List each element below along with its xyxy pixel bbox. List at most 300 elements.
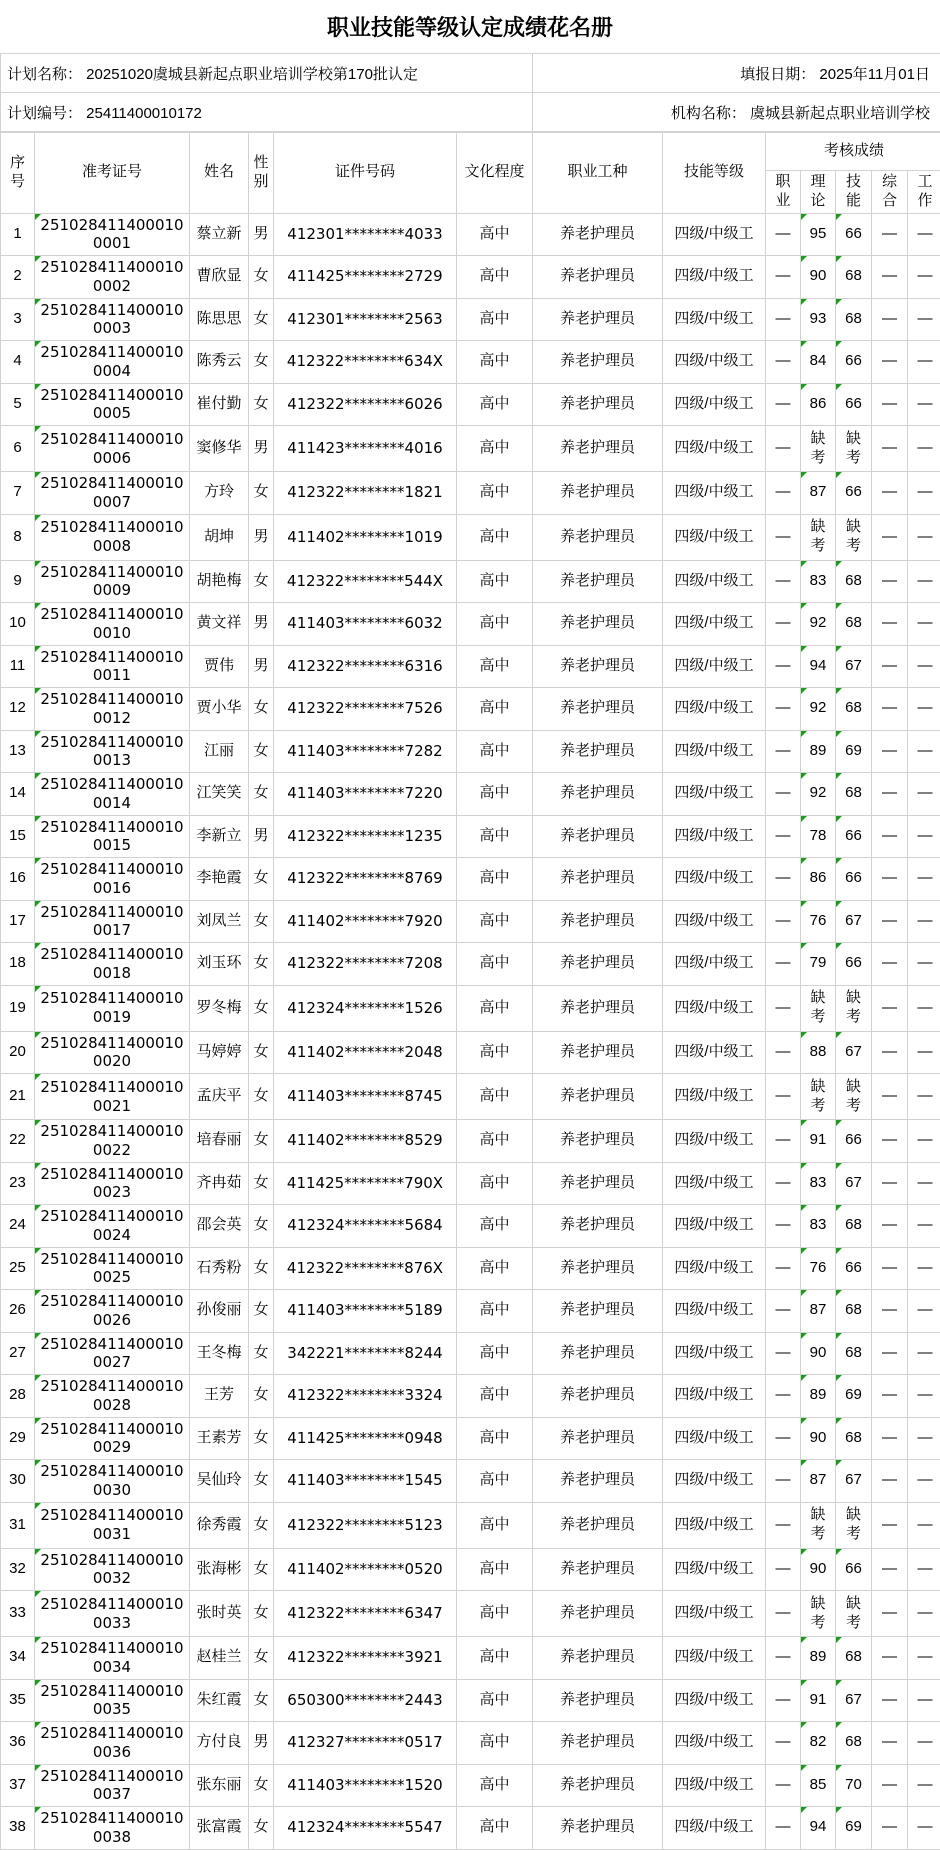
org-name: 机构名称： 虞城县新起点职业培训学校 bbox=[533, 93, 940, 132]
score-skill-cell: 68 bbox=[836, 773, 872, 816]
ticket-cell: 2510284114000100014 bbox=[35, 773, 190, 816]
green-corner-flag-icon bbox=[35, 1503, 41, 1509]
gender-cell: 男 bbox=[249, 426, 274, 472]
id-number-cell: 411425********2729 bbox=[274, 256, 457, 299]
roster-table bbox=[0, 132, 940, 1850]
gender-cell: 女 bbox=[249, 383, 274, 426]
score-occupation-cell: — bbox=[766, 426, 801, 472]
info-row-2 bbox=[1, 93, 940, 132]
skill-level-cell: 四级/中级工 bbox=[663, 514, 766, 560]
ticket-cell: 2510284114000100017 bbox=[35, 900, 190, 943]
name-cell: 石秀粉 bbox=[190, 1247, 249, 1290]
score-overall-cell: — bbox=[872, 1502, 908, 1548]
green-corner-flag-icon bbox=[35, 1637, 41, 1643]
occupation-cell: 养老护理员 bbox=[533, 1031, 663, 1074]
col-header-name: 姓名 bbox=[190, 133, 249, 214]
score-theory-cell: 82 bbox=[801, 1722, 836, 1765]
score-work-cell: — bbox=[908, 603, 940, 646]
ticket-cell: 2510284114000100009 bbox=[35, 560, 190, 603]
table-row bbox=[1, 426, 940, 472]
table-row bbox=[1, 514, 940, 560]
occupation-cell: 养老护理员 bbox=[533, 815, 663, 858]
gender-cell: 女 bbox=[249, 1502, 274, 1548]
id-number-cell: 411402********2048 bbox=[274, 1031, 457, 1074]
seq-cell: 2 bbox=[1, 256, 35, 299]
score-skill-cell: 66 bbox=[836, 943, 872, 986]
ticket-cell: 2510284114000100005 bbox=[35, 383, 190, 426]
score-occupation-cell: — bbox=[766, 900, 801, 943]
ticket-cell: 2510284114000100006 bbox=[35, 426, 190, 472]
score-occupation-cell: — bbox=[766, 383, 801, 426]
score-overall-cell: — bbox=[872, 1764, 908, 1807]
score-overall-cell: — bbox=[872, 645, 908, 688]
green-corner-flag-icon bbox=[801, 214, 807, 220]
gender-cell: 女 bbox=[249, 985, 274, 1031]
name-cell: 张富霞 bbox=[190, 1807, 249, 1850]
score-work-cell: — bbox=[908, 383, 940, 426]
score-theory-cell: 95 bbox=[801, 213, 836, 256]
table-row bbox=[1, 1375, 940, 1418]
id-number-cell: 411403********5189 bbox=[274, 1290, 457, 1333]
green-corner-flag-icon bbox=[836, 603, 842, 609]
green-corner-flag-icon bbox=[836, 299, 842, 305]
table-row bbox=[1, 943, 940, 986]
score-occupation-cell: — bbox=[766, 645, 801, 688]
gender-cell: 女 bbox=[249, 943, 274, 986]
name-cell: 刘玉环 bbox=[190, 943, 249, 986]
green-corner-flag-icon bbox=[836, 1032, 842, 1038]
green-corner-flag-icon bbox=[836, 1163, 842, 1169]
occupation-cell: 养老护理员 bbox=[533, 341, 663, 384]
green-corner-flag-icon bbox=[35, 1163, 41, 1169]
green-corner-flag-icon bbox=[801, 1205, 807, 1211]
green-corner-flag-icon bbox=[801, 688, 807, 694]
name-cell: 马婷婷 bbox=[190, 1031, 249, 1074]
occupation-cell: 养老护理员 bbox=[533, 645, 663, 688]
name-cell: 胡坤 bbox=[190, 514, 249, 560]
score-skill-cell: 68 bbox=[836, 688, 872, 731]
score-skill-cell: 缺考 bbox=[836, 1591, 872, 1637]
score-skill-cell: 66 bbox=[836, 472, 872, 515]
gender-cell: 男 bbox=[249, 514, 274, 560]
ticket-cell: 2510284114000100024 bbox=[35, 1205, 190, 1248]
ticket-cell: 2510284114000100035 bbox=[35, 1679, 190, 1722]
green-corner-flag-icon bbox=[35, 1074, 41, 1080]
id-number-cell: 411425********790X bbox=[274, 1162, 457, 1205]
ticket-cell: 2510284114000100015 bbox=[35, 815, 190, 858]
score-occupation-cell: — bbox=[766, 1502, 801, 1548]
score-occupation-cell: — bbox=[766, 256, 801, 299]
score-overall-cell: — bbox=[872, 1074, 908, 1120]
score-theory-cell: 91 bbox=[801, 1120, 836, 1163]
score-skill-cell: 68 bbox=[836, 603, 872, 646]
green-corner-flag-icon bbox=[801, 1680, 807, 1686]
plan-name: 计划名称： 20251020虞城县新起点职业培训学校第170批认定 bbox=[1, 54, 533, 93]
skill-level-cell: 四级/中级工 bbox=[663, 603, 766, 646]
score-occupation-cell: — bbox=[766, 1722, 801, 1765]
green-corner-flag-icon bbox=[836, 384, 842, 390]
green-corner-flag-icon bbox=[801, 1765, 807, 1771]
score-skill-cell: 66 bbox=[836, 815, 872, 858]
green-corner-flag-icon bbox=[35, 1120, 41, 1126]
green-corner-flag-icon bbox=[801, 472, 807, 478]
green-corner-flag-icon bbox=[836, 858, 842, 864]
ticket-cell: 2510284114000100030 bbox=[35, 1460, 190, 1503]
score-work-cell: — bbox=[908, 1764, 940, 1807]
occupation-cell: 养老护理员 bbox=[533, 1502, 663, 1548]
gender-cell: 女 bbox=[249, 1247, 274, 1290]
education-cell: 高中 bbox=[457, 1332, 533, 1375]
green-corner-flag-icon bbox=[35, 426, 41, 432]
gender-cell: 女 bbox=[249, 472, 274, 515]
id-number-cell: 411402********1019 bbox=[274, 514, 457, 560]
ticket-cell: 2510284114000100003 bbox=[35, 298, 190, 341]
education-cell: 高中 bbox=[457, 1460, 533, 1503]
education-cell: 高中 bbox=[457, 943, 533, 986]
score-work-cell: — bbox=[908, 1637, 940, 1680]
table-row bbox=[1, 730, 940, 773]
score-theory-cell: 76 bbox=[801, 900, 836, 943]
score-skill-cell: 67 bbox=[836, 645, 872, 688]
skill-level-cell: 四级/中级工 bbox=[663, 1764, 766, 1807]
score-work-cell: — bbox=[908, 943, 940, 986]
occupation-cell: 养老护理员 bbox=[533, 1205, 663, 1248]
skill-level-cell: 四级/中级工 bbox=[663, 1375, 766, 1418]
education-cell: 高中 bbox=[457, 900, 533, 943]
table-row bbox=[1, 1417, 940, 1460]
ticket-cell: 2510284114000100027 bbox=[35, 1332, 190, 1375]
ticket-cell: 2510284114000100031 bbox=[35, 1502, 190, 1548]
score-overall-cell: — bbox=[872, 1807, 908, 1850]
table-row bbox=[1, 773, 940, 816]
score-overall-cell: — bbox=[872, 383, 908, 426]
score-theory-cell: 86 bbox=[801, 383, 836, 426]
seq-cell: 29 bbox=[1, 1417, 35, 1460]
green-corner-flag-icon bbox=[801, 1549, 807, 1555]
green-corner-flag-icon bbox=[35, 773, 41, 779]
score-skill-cell: 68 bbox=[836, 1205, 872, 1248]
occupation-cell: 养老护理员 bbox=[533, 426, 663, 472]
education-cell: 高中 bbox=[457, 1031, 533, 1074]
skill-level-cell: 四级/中级工 bbox=[663, 645, 766, 688]
score-occupation-cell: — bbox=[766, 858, 801, 901]
score-overall-cell: — bbox=[872, 1290, 908, 1333]
score-work-cell: — bbox=[908, 1290, 940, 1333]
col-header-score-overall: 综合 bbox=[872, 171, 908, 214]
score-work-cell: — bbox=[908, 900, 940, 943]
skill-level-cell: 四级/中级工 bbox=[663, 426, 766, 472]
ticket-cell: 2510284114000100012 bbox=[35, 688, 190, 731]
seq-cell: 17 bbox=[1, 900, 35, 943]
score-work-cell: — bbox=[908, 1031, 940, 1074]
education-cell: 高中 bbox=[457, 688, 533, 731]
green-corner-flag-icon bbox=[836, 816, 842, 822]
education-cell: 高中 bbox=[457, 730, 533, 773]
green-corner-flag-icon bbox=[836, 256, 842, 262]
ticket-cell: 2510284114000100029 bbox=[35, 1417, 190, 1460]
gender-cell: 男 bbox=[249, 815, 274, 858]
score-theory-cell: 缺考 bbox=[801, 1502, 836, 1548]
id-number-cell: 411423********4016 bbox=[274, 426, 457, 472]
id-number-cell: 412322********3324 bbox=[274, 1375, 457, 1418]
score-occupation-cell: — bbox=[766, 1460, 801, 1503]
score-work-cell: — bbox=[908, 213, 940, 256]
score-skill-cell: 66 bbox=[836, 1120, 872, 1163]
green-corner-flag-icon bbox=[35, 1375, 41, 1381]
education-cell: 高中 bbox=[457, 426, 533, 472]
score-work-cell: — bbox=[908, 1460, 940, 1503]
skill-level-cell: 四级/中级工 bbox=[663, 1205, 766, 1248]
id-number-cell: 412301********2563 bbox=[274, 298, 457, 341]
occupation-cell: 养老护理员 bbox=[533, 730, 663, 773]
table-row bbox=[1, 858, 940, 901]
score-skill-cell: 69 bbox=[836, 1375, 872, 1418]
green-corner-flag-icon bbox=[801, 341, 807, 347]
education-cell: 高中 bbox=[457, 1502, 533, 1548]
skill-level-cell: 四级/中级工 bbox=[663, 472, 766, 515]
score-overall-cell: — bbox=[872, 815, 908, 858]
skill-level-cell: 四级/中级工 bbox=[663, 1807, 766, 1850]
green-corner-flag-icon bbox=[35, 688, 41, 694]
table-row bbox=[1, 900, 940, 943]
skill-level-cell: 四级/中级工 bbox=[663, 688, 766, 731]
seq-cell: 35 bbox=[1, 1679, 35, 1722]
green-corner-flag-icon bbox=[801, 1375, 807, 1381]
green-corner-flag-icon bbox=[35, 1248, 41, 1254]
education-cell: 高中 bbox=[457, 1074, 533, 1120]
green-corner-flag-icon bbox=[801, 1120, 807, 1126]
ticket-cell: 2510284114000100001 bbox=[35, 213, 190, 256]
occupation-cell: 养老护理员 bbox=[533, 1764, 663, 1807]
gender-cell: 女 bbox=[249, 1375, 274, 1418]
score-skill-cell: 66 bbox=[836, 858, 872, 901]
name-cell: 培春丽 bbox=[190, 1120, 249, 1163]
education-cell: 高中 bbox=[457, 1290, 533, 1333]
score-occupation-cell: — bbox=[766, 1548, 801, 1591]
score-overall-cell: — bbox=[872, 688, 908, 731]
green-corner-flag-icon bbox=[801, 384, 807, 390]
gender-cell: 女 bbox=[249, 1290, 274, 1333]
id-number-cell: 412322********1235 bbox=[274, 815, 457, 858]
score-theory-cell: 84 bbox=[801, 341, 836, 384]
seq-cell: 11 bbox=[1, 645, 35, 688]
score-occupation-cell: — bbox=[766, 943, 801, 986]
score-skill-cell: 缺考 bbox=[836, 985, 872, 1031]
green-corner-flag-icon bbox=[35, 1549, 41, 1555]
green-corner-flag-icon bbox=[836, 773, 842, 779]
col-header-score-work: 工作 bbox=[908, 171, 940, 214]
skill-level-cell: 四级/中级工 bbox=[663, 1679, 766, 1722]
score-theory-cell: 86 bbox=[801, 858, 836, 901]
gender-cell: 女 bbox=[249, 1332, 274, 1375]
ticket-cell: 2510284114000100032 bbox=[35, 1548, 190, 1591]
seq-cell: 32 bbox=[1, 1548, 35, 1591]
green-corner-flag-icon bbox=[35, 646, 41, 652]
gender-cell: 女 bbox=[249, 560, 274, 603]
education-cell: 高中 bbox=[457, 985, 533, 1031]
gender-cell: 女 bbox=[249, 1637, 274, 1680]
id-number-cell: 412322********544X bbox=[274, 560, 457, 603]
score-skill-cell: 68 bbox=[836, 298, 872, 341]
score-theory-cell: 缺考 bbox=[801, 1074, 836, 1120]
occupation-cell: 养老护理员 bbox=[533, 256, 663, 299]
occupation-cell: 养老护理员 bbox=[533, 560, 663, 603]
ticket-cell: 2510284114000100016 bbox=[35, 858, 190, 901]
score-overall-cell: — bbox=[872, 943, 908, 986]
score-work-cell: — bbox=[908, 1074, 940, 1120]
col-header-ticket: 准考证号 bbox=[35, 133, 190, 214]
gender-cell: 女 bbox=[249, 688, 274, 731]
score-overall-cell: — bbox=[872, 1247, 908, 1290]
seq-cell: 15 bbox=[1, 815, 35, 858]
score-work-cell: — bbox=[908, 858, 940, 901]
education-cell: 高中 bbox=[457, 213, 533, 256]
skill-level-cell: 四级/中级工 bbox=[663, 773, 766, 816]
score-theory-cell: 92 bbox=[801, 603, 836, 646]
occupation-cell: 养老护理员 bbox=[533, 1074, 663, 1120]
occupation-cell: 养老护理员 bbox=[533, 383, 663, 426]
score-occupation-cell: — bbox=[766, 1074, 801, 1120]
occupation-cell: 养老护理员 bbox=[533, 514, 663, 560]
green-corner-flag-icon bbox=[836, 1120, 842, 1126]
green-corner-flag-icon bbox=[35, 214, 41, 220]
table-row bbox=[1, 1290, 940, 1333]
name-cell: 孟庆平 bbox=[190, 1074, 249, 1120]
ticket-cell: 2510284114000100004 bbox=[35, 341, 190, 384]
gender-cell: 女 bbox=[249, 1807, 274, 1850]
score-overall-cell: — bbox=[872, 1205, 908, 1248]
seq-cell: 16 bbox=[1, 858, 35, 901]
green-corner-flag-icon bbox=[35, 1680, 41, 1686]
ticket-cell: 2510284114000100028 bbox=[35, 1375, 190, 1418]
score-theory-cell: 93 bbox=[801, 298, 836, 341]
score-overall-cell: — bbox=[872, 298, 908, 341]
gender-cell: 女 bbox=[249, 900, 274, 943]
green-corner-flag-icon bbox=[35, 384, 41, 390]
green-corner-flag-icon bbox=[801, 1807, 807, 1813]
score-work-cell: — bbox=[908, 256, 940, 299]
ticket-cell: 2510284114000100033 bbox=[35, 1591, 190, 1637]
occupation-cell: 养老护理员 bbox=[533, 1548, 663, 1591]
table-row bbox=[1, 1120, 940, 1163]
green-corner-flag-icon bbox=[35, 1290, 41, 1296]
seq-cell: 28 bbox=[1, 1375, 35, 1418]
occupation-cell: 养老护理员 bbox=[533, 1290, 663, 1333]
score-skill-cell: 66 bbox=[836, 341, 872, 384]
green-corner-flag-icon bbox=[836, 1418, 842, 1424]
occupation-cell: 养老护理员 bbox=[533, 900, 663, 943]
id-number-cell: 412301********4033 bbox=[274, 213, 457, 256]
name-cell: 陈思思 bbox=[190, 298, 249, 341]
score-occupation-cell: — bbox=[766, 1205, 801, 1248]
table-row bbox=[1, 256, 940, 299]
score-skill-cell: 缺考 bbox=[836, 1074, 872, 1120]
green-corner-flag-icon bbox=[35, 1418, 41, 1424]
score-work-cell: — bbox=[908, 1548, 940, 1591]
green-corner-flag-icon bbox=[35, 341, 41, 347]
skill-level-cell: 四级/中级工 bbox=[663, 298, 766, 341]
education-cell: 高中 bbox=[457, 1722, 533, 1765]
col-header-occupation: 职业工种 bbox=[533, 133, 663, 214]
report-date: 填报日期： 2025年11月01日 bbox=[533, 54, 940, 93]
skill-level-cell: 四级/中级工 bbox=[663, 256, 766, 299]
green-corner-flag-icon bbox=[35, 1032, 41, 1038]
green-corner-flag-icon bbox=[801, 1722, 807, 1728]
name-cell: 贾伟 bbox=[190, 645, 249, 688]
header-row-group bbox=[1, 133, 940, 171]
score-occupation-cell: — bbox=[766, 688, 801, 731]
ticket-cell: 2510284114000100019 bbox=[35, 985, 190, 1031]
gender-cell: 女 bbox=[249, 1679, 274, 1722]
id-number-cell: 411402********0520 bbox=[274, 1548, 457, 1591]
score-occupation-cell: — bbox=[766, 773, 801, 816]
education-cell: 高中 bbox=[457, 1205, 533, 1248]
green-corner-flag-icon bbox=[35, 561, 41, 567]
seq-cell: 25 bbox=[1, 1247, 35, 1290]
ticket-cell: 2510284114000100025 bbox=[35, 1247, 190, 1290]
skill-level-cell: 四级/中级工 bbox=[663, 730, 766, 773]
score-work-cell: — bbox=[908, 688, 940, 731]
id-number-cell: 411403********6032 bbox=[274, 603, 457, 646]
score-work-cell: — bbox=[908, 426, 940, 472]
score-occupation-cell: — bbox=[766, 1417, 801, 1460]
score-overall-cell: — bbox=[872, 514, 908, 560]
score-skill-cell: 68 bbox=[836, 1332, 872, 1375]
green-corner-flag-icon bbox=[836, 1807, 842, 1813]
skill-level-cell: 四级/中级工 bbox=[663, 858, 766, 901]
ticket-cell: 2510284114000100036 bbox=[35, 1722, 190, 1765]
seq-cell: 36 bbox=[1, 1722, 35, 1765]
seq-cell: 34 bbox=[1, 1637, 35, 1680]
id-number-cell: 412322********7208 bbox=[274, 943, 457, 986]
score-overall-cell: — bbox=[872, 1375, 908, 1418]
green-corner-flag-icon bbox=[836, 472, 842, 478]
id-number-cell: 412322********876X bbox=[274, 1247, 457, 1290]
name-cell: 王冬梅 bbox=[190, 1332, 249, 1375]
green-corner-flag-icon bbox=[836, 731, 842, 737]
education-cell: 高中 bbox=[457, 1548, 533, 1591]
ticket-cell: 2510284114000100034 bbox=[35, 1637, 190, 1680]
table-row bbox=[1, 815, 940, 858]
score-overall-cell: — bbox=[872, 1332, 908, 1375]
occupation-cell: 养老护理员 bbox=[533, 943, 663, 986]
table-row bbox=[1, 1722, 940, 1765]
score-occupation-cell: — bbox=[766, 730, 801, 773]
col-header-seq: 序号 bbox=[1, 133, 35, 214]
green-corner-flag-icon bbox=[836, 1290, 842, 1296]
gender-cell: 女 bbox=[249, 341, 274, 384]
ticket-cell: 2510284114000100038 bbox=[35, 1807, 190, 1850]
occupation-cell: 养老护理员 bbox=[533, 298, 663, 341]
skill-level-cell: 四级/中级工 bbox=[663, 1120, 766, 1163]
score-skill-cell: 缺考 bbox=[836, 1502, 872, 1548]
score-skill-cell: 67 bbox=[836, 1162, 872, 1205]
skill-level-cell: 四级/中级工 bbox=[663, 815, 766, 858]
score-skill-cell: 66 bbox=[836, 383, 872, 426]
skill-level-cell: 四级/中级工 bbox=[663, 1722, 766, 1765]
score-work-cell: — bbox=[908, 773, 940, 816]
id-number-cell: 342221********8244 bbox=[274, 1332, 457, 1375]
score-theory-cell: 89 bbox=[801, 1637, 836, 1680]
seq-cell: 21 bbox=[1, 1074, 35, 1120]
table-row bbox=[1, 560, 940, 603]
score-theory-cell: 90 bbox=[801, 1548, 836, 1591]
score-skill-cell: 69 bbox=[836, 1807, 872, 1850]
green-corner-flag-icon bbox=[801, 256, 807, 262]
score-skill-cell: 68 bbox=[836, 1417, 872, 1460]
score-overall-cell: — bbox=[872, 426, 908, 472]
score-skill-cell: 66 bbox=[836, 1548, 872, 1591]
